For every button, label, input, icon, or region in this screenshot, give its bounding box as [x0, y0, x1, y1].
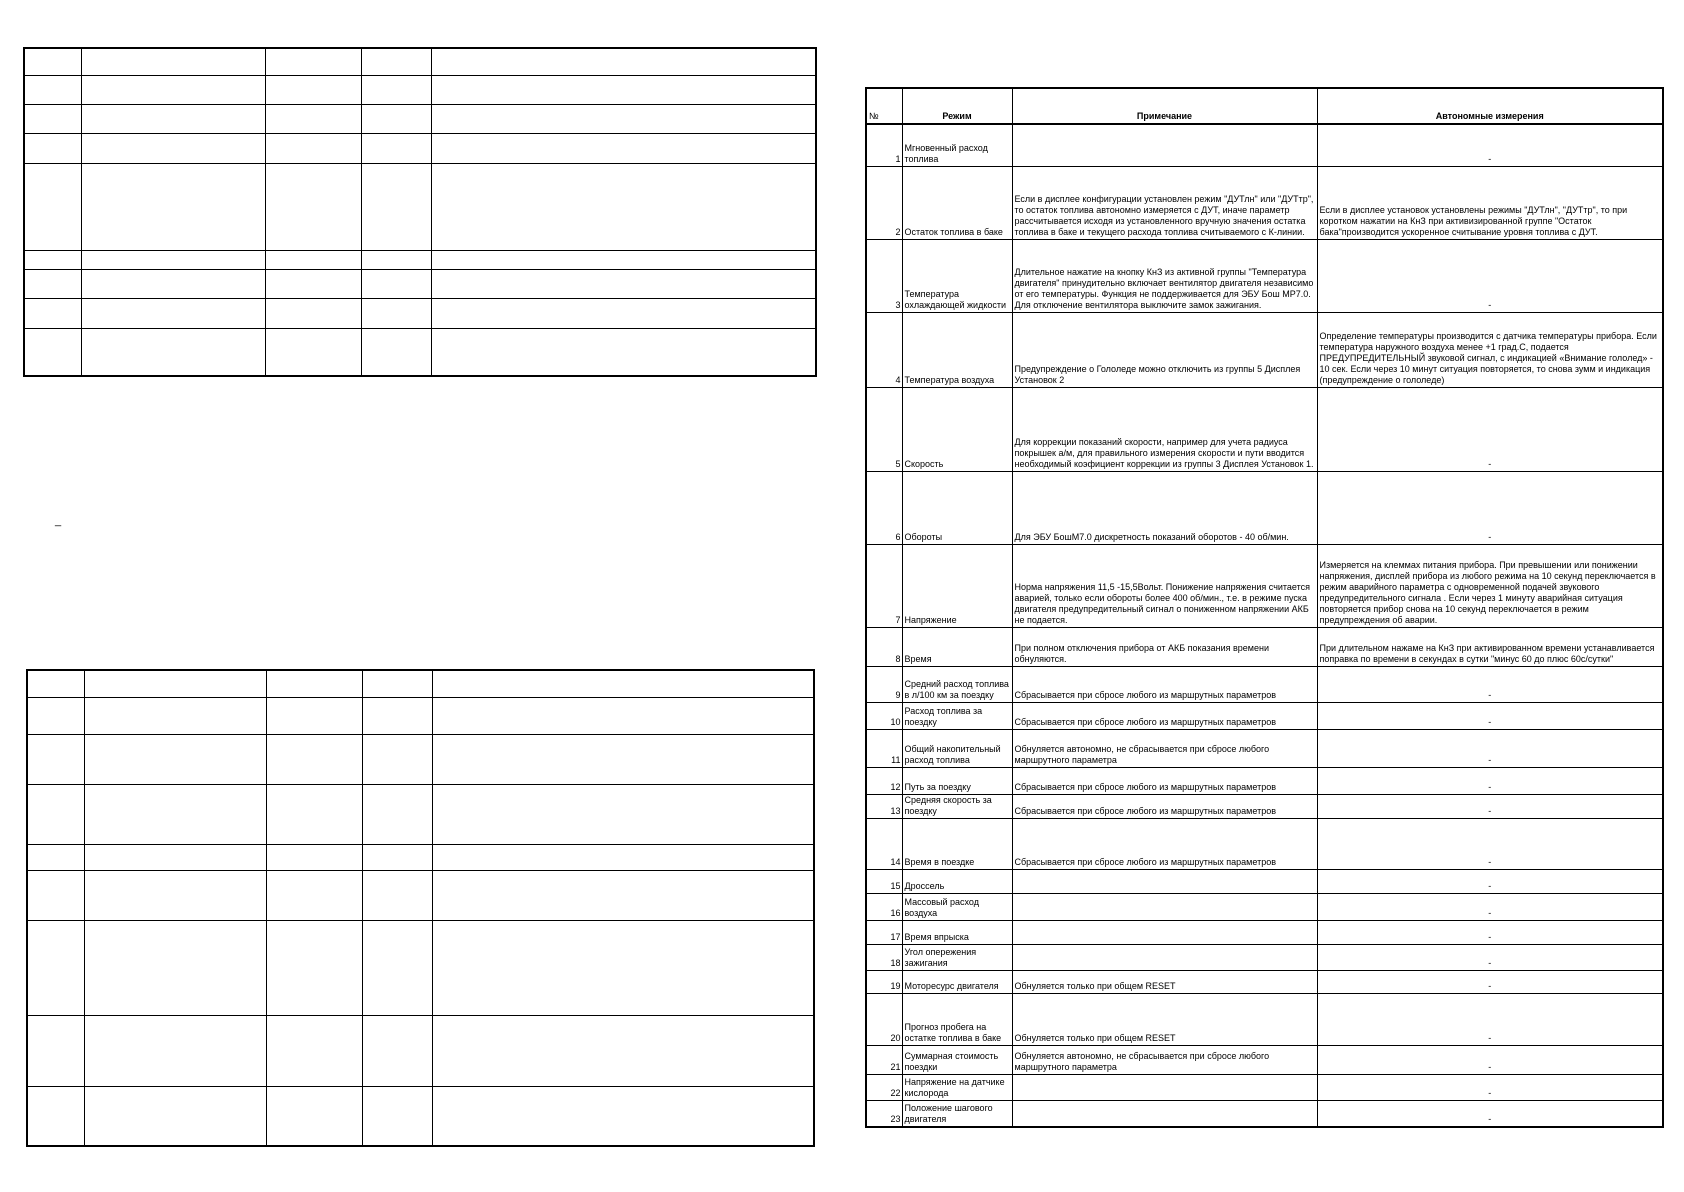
blank-cell [24, 75, 81, 104]
row-measure: При длительном нажаме на КнЗ при активированном времени устанавливается поправка по времени в секундах в сутки "минус 60 до плюс 60с/сутки" [1317, 627, 1663, 666]
table-row [866, 1100, 1663, 1127]
row-measure: Измеряется на клеммах питания прибора. При превышении или понижении напряжения, дисплей прибора из любого режима на 10 секунд переключается в режим аварийного параметра с одновременной подачей звукового предупредительного сигнала . Если через 1 минуту аварийная ситуация повторяется прибор снова на 10 секунд переключается в режим предупреждения об аварии. [1317, 544, 1663, 627]
blank-cell [81, 75, 265, 104]
row-note: Для коррекции показаний скорости, например для учета радиуса покрышек а/м, для правильного измерения скорости и пути вводится необходимый коэфициент коррекции из группы 3 Дисплея Установок 1. [1012, 387, 1317, 471]
row-note [1012, 893, 1317, 920]
blank-cell [432, 844, 814, 870]
row-mode: Средняя скорость за поездку [902, 794, 1012, 818]
blank-cell [81, 298, 265, 328]
row-note: При полном отключения прибора от АКБ показания времени обнуляются. [1012, 627, 1317, 666]
row-note: Сбрасывается при сбросе любого из маршрутных параметров [1012, 767, 1317, 794]
blank-cell [265, 298, 361, 328]
row-num: 5 [866, 387, 902, 471]
row-num: 6 [866, 471, 902, 544]
row-mode: Дроссель [902, 869, 1012, 893]
blank-cell [27, 734, 84, 784]
blank-cell [431, 75, 816, 104]
blank-cell [266, 1015, 362, 1086]
blank-cell [266, 670, 362, 697]
row-num: 7 [866, 544, 902, 627]
blank-cell [361, 163, 431, 250]
stray-mark: _ [55, 515, 62, 527]
blank-cell [361, 75, 431, 104]
blank-cell [431, 163, 816, 250]
row-num: 18 [866, 944, 902, 970]
row-note: Длительное нажатие на кнопку КнЗ из активной группы "Температура двигателя" принудительно включает вентилятор двигателя независимо от его температуры. Функция не поддерживается для ЭБУ Бош МР7.0. Для отключение вентилятора выключите замок зажигания. [1012, 239, 1317, 312]
row-num: 19 [866, 970, 902, 993]
table-row [866, 869, 1663, 893]
row-note: Предупреждение о Гололеде можно отключить из группы 5 Дисплея Установок 2 [1012, 312, 1317, 387]
row-mode: Общий накопительный расход топлива [902, 729, 1012, 767]
blank-cell [431, 328, 816, 376]
blank-cell [24, 250, 81, 269]
row-mode: Массовый расход воздуха [902, 893, 1012, 920]
blank-cell [431, 269, 816, 298]
blank-cell [265, 163, 361, 250]
row-mode: Угол опережения зажигания [902, 944, 1012, 970]
header-measure: Автономные измерения [1317, 88, 1663, 124]
blank-cell [81, 48, 265, 75]
blank-cell [84, 844, 266, 870]
row-measure: Если в дисплее установок установлены режимы "ДУТлн", "ДУТтр", то при коротком нажатии на КнЗ при активизированной группе "Остаток бака"производится ускоренное считывание уровня топлива с ДУТ. [1317, 166, 1663, 239]
row-note [1012, 124, 1317, 166]
row-mode: Время в поездке [902, 818, 1012, 869]
table-header-row [866, 88, 1663, 124]
blank-cell [265, 250, 361, 269]
blank-cell [84, 784, 266, 844]
row-num: 17 [866, 920, 902, 944]
blank-cell [84, 697, 266, 734]
blank-cell [431, 104, 816, 133]
row-measure: - [1317, 666, 1663, 702]
blank-cell [361, 250, 431, 269]
table-row [866, 471, 1663, 544]
row-note: Обнуляется автономно, не сбрасывается при сбросе любого маршрутного параметра [1012, 1045, 1317, 1074]
row-note: Обнуляется только при общем RESET [1012, 993, 1317, 1045]
blank-cell [81, 163, 265, 250]
blank-cell [265, 75, 361, 104]
row-num: 23 [866, 1100, 902, 1127]
row-mode: Расход топлива за поездку [902, 702, 1012, 729]
row-measure: - [1317, 970, 1663, 993]
blank-cell [27, 844, 84, 870]
row-note: Для ЭБУ БошМ7.0 дискретность показаний оборотов - 40 об/мин. [1012, 471, 1317, 544]
blank-cell [81, 250, 265, 269]
table-row [866, 387, 1663, 471]
row-num: 2 [866, 166, 902, 239]
row-measure: - [1317, 387, 1663, 471]
blank-cell [432, 870, 814, 920]
row-num: 11 [866, 729, 902, 767]
blank-cell [24, 133, 81, 163]
row-note [1012, 920, 1317, 944]
row-mode: Обороты [902, 471, 1012, 544]
row-mode: Суммарная стоимость поездки [902, 1045, 1012, 1074]
row-measure: - [1317, 1074, 1663, 1100]
blank-cell [266, 1086, 362, 1146]
blank-table-upper [23, 47, 817, 377]
blank-cell [362, 844, 432, 870]
header-num: № [866, 88, 902, 124]
blank-cell [432, 920, 814, 1015]
blank-cell [432, 697, 814, 734]
table-row [866, 767, 1663, 794]
table-row [866, 729, 1663, 767]
row-measure: Определение температуры производится с датчика температуры прибора. Если температура наружного воздуха менее +1 град.С, подается ПРЕДУПРЕДИТЕЛЬНЫЙ звуковой сигнал, с индикацией «Внимание гололед» - 10 сек. Если через 10 минут ситуация повторяется, то снова зумм и индикация (предупреждение о гололеде) [1317, 312, 1663, 387]
row-measure: - [1317, 794, 1663, 818]
blank-cell [81, 133, 265, 163]
blank-cell [265, 48, 361, 75]
row-note: Если в дисплее конфигурации установлен режим "ДУТлн" или "ДУТтр", то остаток топлива автономно измеряется с ДУТ, иначе параметр рассчитывается исходя из установленного вручную значения остатка топлива в баке и текущего расхода топлива считываемого с К-линии. [1012, 166, 1317, 239]
row-num: 12 [866, 767, 902, 794]
row-num: 14 [866, 818, 902, 869]
blank-cell [27, 920, 84, 1015]
blank-cell [84, 920, 266, 1015]
blank-cell [265, 133, 361, 163]
blank-cell [362, 1086, 432, 1146]
row-mode: Напряжение [902, 544, 1012, 627]
table-row [866, 1074, 1663, 1100]
table-row [866, 124, 1663, 166]
blank-cell [431, 133, 816, 163]
row-measure: - [1317, 993, 1663, 1045]
row-note: Норма напряжения 11,5 -15,5Вольт. Понижение напряжения считается аварией, только если обороты более 400 об/мин., т.е. в режиме пуска двигателя предупредительный сигнал о пониженном напряжении АКБ не подается. [1012, 544, 1317, 627]
row-num: 10 [866, 702, 902, 729]
table-row [866, 920, 1663, 944]
table-row [866, 1045, 1663, 1074]
blank-cell [265, 104, 361, 133]
header-mode: Режим [902, 88, 1012, 124]
blank-cell [24, 104, 81, 133]
blank-cell [24, 298, 81, 328]
row-num: 1 [866, 124, 902, 166]
table-row [866, 794, 1663, 818]
table-row [866, 666, 1663, 702]
blank-cell [24, 269, 81, 298]
row-num: 20 [866, 993, 902, 1045]
row-note: Сбрасывается при сбросе любого из маршрутных параметров [1012, 666, 1317, 702]
blank-cell [361, 104, 431, 133]
blank-cell [84, 670, 266, 697]
blank-cell [432, 670, 814, 697]
blank-cell [84, 734, 266, 784]
blank-cell [266, 920, 362, 1015]
blank-cell [362, 697, 432, 734]
blank-cell [362, 870, 432, 920]
row-num: 8 [866, 627, 902, 666]
row-mode: Время [902, 627, 1012, 666]
row-mode: Напряжение на датчике кислорода [902, 1074, 1012, 1100]
table-row [866, 544, 1663, 627]
blank-cell [361, 298, 431, 328]
table-row [866, 239, 1663, 312]
row-num: 22 [866, 1074, 902, 1100]
blank-cell [84, 1086, 266, 1146]
blank-cell [27, 784, 84, 844]
blank-cell [27, 697, 84, 734]
row-measure: - [1317, 1100, 1663, 1127]
blank-cell [81, 104, 265, 133]
row-num: 15 [866, 869, 902, 893]
blank-cell [361, 133, 431, 163]
blank-cell [81, 269, 265, 298]
row-measure: - [1317, 729, 1663, 767]
blank-cell [266, 784, 362, 844]
blank-cell [27, 1086, 84, 1146]
header-note: Примечание [1012, 88, 1317, 124]
row-note [1012, 869, 1317, 893]
row-measure: - [1317, 869, 1663, 893]
row-mode: Средний расход топлива в л/100 км за поездку [902, 666, 1012, 702]
row-note [1012, 944, 1317, 970]
table-row [866, 166, 1663, 239]
blank-cell [431, 250, 816, 269]
blank-cell [362, 920, 432, 1015]
blank-cell [81, 328, 265, 376]
row-mode: Моторесурс двигателя [902, 970, 1012, 993]
row-measure: - [1317, 471, 1663, 544]
table-row [866, 627, 1663, 666]
blank-cell [265, 269, 361, 298]
row-num: 21 [866, 1045, 902, 1074]
row-note: Сбрасывается при сбросе любого из маршрутных параметров [1012, 794, 1317, 818]
row-num: 9 [866, 666, 902, 702]
blank-cell [362, 1015, 432, 1086]
row-measure: - [1317, 767, 1663, 794]
row-num: 13 [866, 794, 902, 818]
row-mode: Путь за поездку [902, 767, 1012, 794]
blank-cell [24, 328, 81, 376]
row-note [1012, 1074, 1317, 1100]
blank-cell [432, 1015, 814, 1086]
blank-cell [266, 697, 362, 734]
blank-cell [265, 328, 361, 376]
row-mode: Температура воздуха [902, 312, 1012, 387]
blank-cell [84, 870, 266, 920]
row-measure: - [1317, 239, 1663, 312]
table-row [866, 893, 1663, 920]
row-mode: Мгновенный расход топлива [902, 124, 1012, 166]
row-mode: Скорость [902, 387, 1012, 471]
row-measure: - [1317, 124, 1663, 166]
blank-cell [266, 870, 362, 920]
blank-cell [24, 48, 81, 75]
row-note: Обнуляется только при общем RESET [1012, 970, 1317, 993]
blank-cell [431, 48, 816, 75]
row-note: Обнуляется автономно, не сбрасывается при сбросе любого маршрутного параметра [1012, 729, 1317, 767]
blank-cell [27, 870, 84, 920]
table-row [866, 970, 1663, 993]
row-measure: - [1317, 944, 1663, 970]
row-measure: - [1317, 893, 1663, 920]
blank-cell [362, 734, 432, 784]
blank-cell [84, 1015, 266, 1086]
blank-cell [431, 298, 816, 328]
blank-cell [432, 1086, 814, 1146]
row-measure: - [1317, 702, 1663, 729]
modes-table [865, 87, 1664, 1128]
blank-cell [27, 1015, 84, 1086]
blank-cell [432, 784, 814, 844]
row-measure: - [1317, 1045, 1663, 1074]
blank-cell [361, 48, 431, 75]
blank-table-lower [26, 669, 815, 1147]
row-mode: Прогноз пробега на остатке топлива в баке [902, 993, 1012, 1045]
blank-cell [361, 328, 431, 376]
row-measure: - [1317, 920, 1663, 944]
row-measure: - [1317, 818, 1663, 869]
row-note: Сбрасывается при сбросе любого из маршрутных параметров [1012, 818, 1317, 869]
table-row [866, 818, 1663, 869]
table-row [866, 944, 1663, 970]
row-note: Сбрасывается при сбросе любого из маршрутных параметров [1012, 702, 1317, 729]
row-mode: Положение шагового двигателя [902, 1100, 1012, 1127]
row-num: 3 [866, 239, 902, 312]
row-mode: Температура охлаждающей жидкости [902, 239, 1012, 312]
row-note [1012, 1100, 1317, 1127]
blank-cell [24, 163, 81, 250]
blank-cell [266, 844, 362, 870]
blank-cell [362, 670, 432, 697]
blank-cell [362, 784, 432, 844]
row-mode: Остаток топлива в баке [902, 166, 1012, 239]
blank-cell [27, 670, 84, 697]
blank-cell [432, 734, 814, 784]
row-mode: Время впрыска [902, 920, 1012, 944]
row-num: 4 [866, 312, 902, 387]
blank-cell [266, 734, 362, 784]
table-row [866, 702, 1663, 729]
blank-cell [361, 269, 431, 298]
table-row [866, 993, 1663, 1045]
table-row [866, 312, 1663, 387]
row-num: 16 [866, 893, 902, 920]
